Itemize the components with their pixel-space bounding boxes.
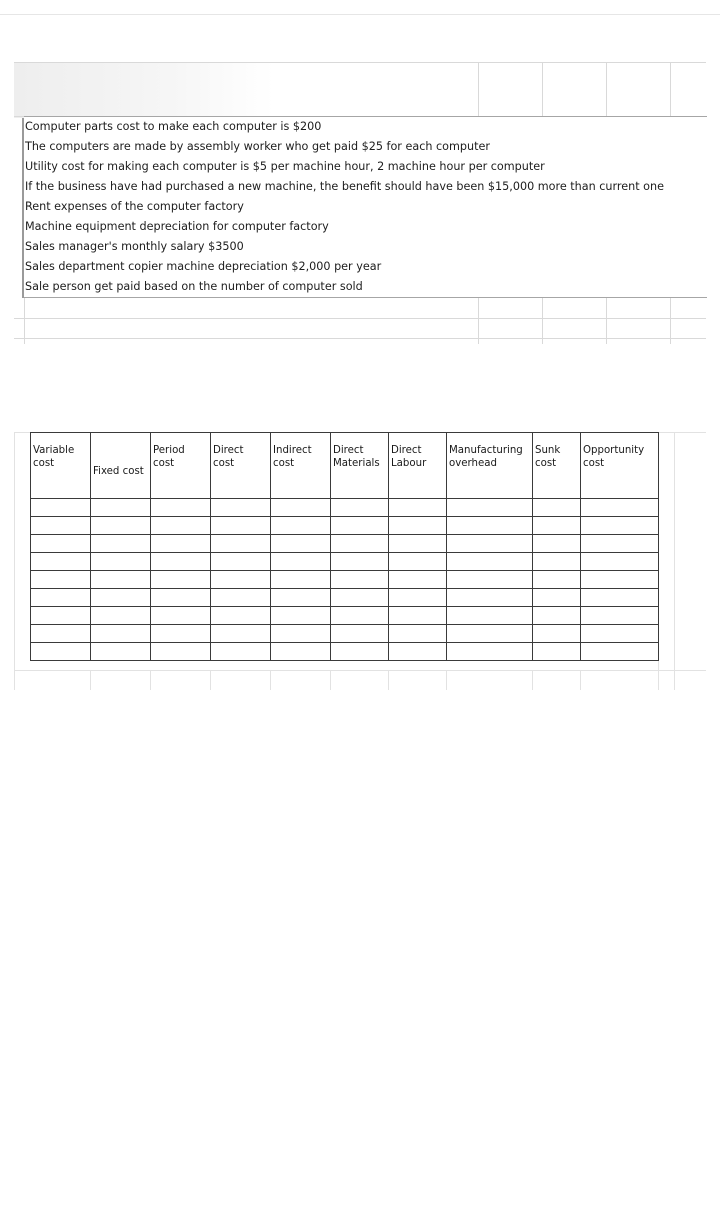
table-cell[interactable] [389, 607, 447, 625]
table-cell[interactable] [447, 589, 533, 607]
table-cell[interactable] [271, 571, 331, 589]
table-cell[interactable] [91, 499, 151, 517]
table-header-row [31, 433, 659, 499]
table-cell[interactable] [271, 589, 331, 607]
table-cell[interactable] [91, 553, 151, 571]
table-cell[interactable] [331, 517, 389, 535]
table-cell[interactable] [389, 517, 447, 535]
header-variable-cost[interactable]: Variable cost [31, 433, 91, 499]
table-cell[interactable] [533, 553, 581, 571]
table-cell[interactable] [533, 517, 581, 535]
header-period-cost[interactable]: Period cost [151, 433, 211, 499]
table-cell[interactable] [91, 607, 151, 625]
table-cell[interactable] [331, 589, 389, 607]
table-cell[interactable] [389, 553, 447, 571]
table-cell[interactable] [581, 571, 659, 589]
table-cell[interactable] [389, 625, 447, 643]
table-cell[interactable] [151, 589, 211, 607]
table-cell[interactable] [211, 625, 271, 643]
table-cell[interactable] [389, 535, 447, 553]
table-cell[interactable] [91, 517, 151, 535]
table-cell[interactable] [271, 643, 331, 661]
table-cell[interactable] [533, 499, 581, 517]
table-cell[interactable] [331, 625, 389, 643]
table-cell[interactable] [389, 643, 447, 661]
table-cell[interactable] [331, 607, 389, 625]
note-assembly-labour: The computers are made by assembly worker who get paid $25 for each computer [24, 137, 707, 158]
note-sales-commission: Sale person get paid based on the number of computer sold [24, 277, 707, 298]
table-cell[interactable] [31, 535, 91, 553]
table-cell[interactable] [211, 517, 271, 535]
table-cell[interactable] [581, 535, 659, 553]
table-cell[interactable] [581, 607, 659, 625]
table-cell[interactable] [447, 571, 533, 589]
table-cell[interactable] [533, 589, 581, 607]
table-cell[interactable] [581, 499, 659, 517]
table-cell[interactable] [211, 571, 271, 589]
header-shade [14, 62, 274, 118]
table-cell[interactable] [151, 643, 211, 661]
table-row [31, 535, 659, 553]
table-cell[interactable] [447, 553, 533, 571]
table-cell[interactable] [447, 643, 533, 661]
table-cell[interactable] [31, 589, 91, 607]
table-cell[interactable] [389, 571, 447, 589]
table-cell[interactable] [447, 535, 533, 553]
table-cell[interactable] [331, 535, 389, 553]
table-cell[interactable] [31, 571, 91, 589]
note-factory-rent: Rent expenses of the computer factory [24, 197, 707, 218]
table-cell[interactable] [31, 553, 91, 571]
table-row [31, 553, 659, 571]
header-direct-cost[interactable]: Direct cost [211, 433, 271, 499]
table-cell[interactable] [271, 553, 331, 571]
header-direct-materials[interactable]: Direct Materials [331, 433, 389, 499]
table-cell[interactable] [331, 643, 389, 661]
table-cell[interactable] [271, 625, 331, 643]
table-cell[interactable] [581, 643, 659, 661]
header-direct-labour[interactable]: Direct Labour [389, 433, 447, 499]
table-cell[interactable] [211, 553, 271, 571]
table-cell[interactable] [271, 499, 331, 517]
table-cell[interactable] [31, 607, 91, 625]
table-cell[interactable] [533, 643, 581, 661]
table-cell[interactable] [151, 535, 211, 553]
table-row [31, 499, 659, 517]
header-manufacturing-overhead[interactable]: Manufacturing overhead [447, 433, 533, 499]
header-indirect-cost[interactable]: Indirect cost [271, 433, 331, 499]
table-cell[interactable] [331, 553, 389, 571]
table-cell[interactable] [211, 589, 271, 607]
scenario-sheet [14, 62, 706, 344]
table-cell[interactable] [581, 589, 659, 607]
table-cell[interactable] [31, 517, 91, 535]
table-row [31, 643, 659, 661]
table-cell[interactable] [211, 535, 271, 553]
note-parts-cost: Computer parts cost to make each computer is $200 [24, 116, 707, 138]
table-cell[interactable] [389, 499, 447, 517]
table-cell[interactable] [581, 553, 659, 571]
table-cell[interactable] [533, 625, 581, 643]
table-cell[interactable] [91, 625, 151, 643]
table-cell[interactable] [211, 499, 271, 517]
table-cell[interactable] [581, 517, 659, 535]
header-opportunity-cost[interactable]: Opportunity cost [581, 433, 659, 499]
table-cell[interactable] [447, 607, 533, 625]
table-cell[interactable] [331, 571, 389, 589]
note-copier-depreciation: Sales department copier machine depreciation $2,000 per year [24, 257, 707, 278]
cost-classification-table [30, 432, 659, 661]
note-sales-manager-salary: Sales manager's monthly salary $3500 [24, 237, 707, 258]
table-cell[interactable] [151, 553, 211, 571]
table-cell[interactable] [447, 625, 533, 643]
table-cell[interactable] [91, 571, 151, 589]
page-top-divider [0, 14, 720, 15]
table-cell[interactable] [31, 499, 91, 517]
header-fixed-cost[interactable]: Fixed cost [91, 433, 151, 499]
table-row [31, 589, 659, 607]
note-utility-cost: Utility cost for making each computer is $5 per machine hour, 2 machine hour per computer [24, 157, 707, 178]
table-cell[interactable] [581, 625, 659, 643]
note-new-machine-benefit: If the business have had purchased a new machine, the benefit should have been $15,000 more than current one [24, 177, 707, 198]
table-cell[interactable] [151, 607, 211, 625]
table-cell[interactable] [271, 517, 331, 535]
table-cell[interactable] [271, 607, 331, 625]
table-cell[interactable] [447, 499, 533, 517]
table-row [31, 571, 659, 589]
table-cell[interactable] [533, 571, 581, 589]
table-cell[interactable] [151, 571, 211, 589]
table-cell[interactable] [151, 499, 211, 517]
table-row [31, 517, 659, 535]
table-cell[interactable] [211, 643, 271, 661]
table-cell[interactable] [151, 517, 211, 535]
table-cell[interactable] [533, 535, 581, 553]
table-cell[interactable] [151, 625, 211, 643]
table-row [31, 607, 659, 625]
table-cell[interactable] [91, 643, 151, 661]
note-equipment-depreciation: Machine equipment depreciation for computer factory [24, 217, 707, 238]
classification-sheet [14, 432, 706, 690]
table-cell[interactable] [31, 643, 91, 661]
table-cell[interactable] [211, 607, 271, 625]
table-cell[interactable] [389, 589, 447, 607]
table-cell[interactable] [447, 517, 533, 535]
table-cell[interactable] [533, 607, 581, 625]
table-row [31, 625, 659, 643]
table-cell[interactable] [31, 625, 91, 643]
header-sunk-cost[interactable]: Sunk cost [533, 433, 581, 499]
table-cell[interactable] [271, 535, 331, 553]
table-cell[interactable] [331, 499, 389, 517]
table-cell[interactable] [91, 535, 151, 553]
table-cell[interactable] [91, 589, 151, 607]
